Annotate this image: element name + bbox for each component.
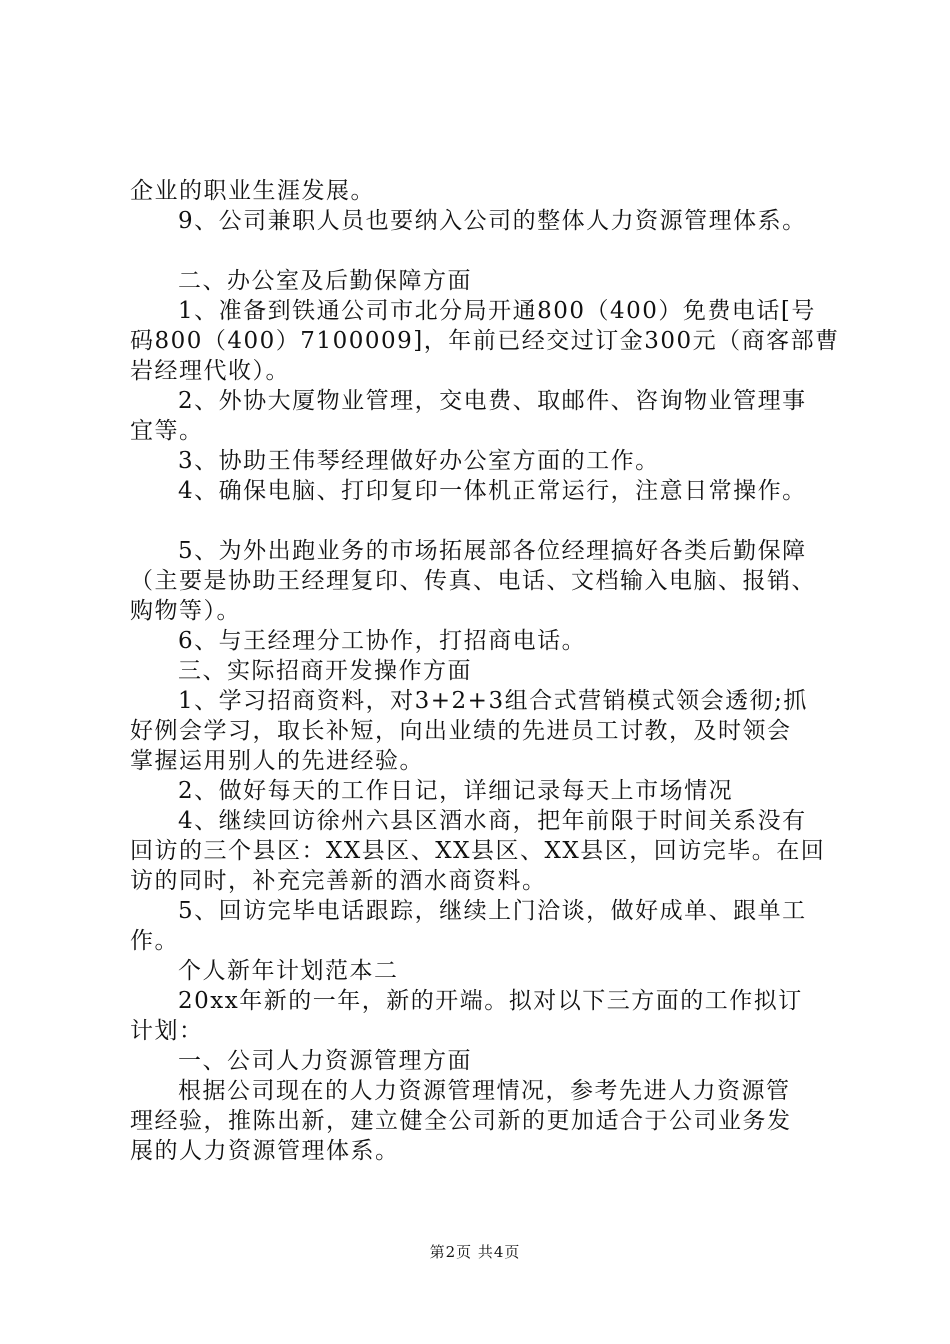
text-line: （主要是协助王经理复印、传真、电话、文档输入电脑、报销、	[130, 568, 816, 594]
blank-line	[130, 506, 830, 536]
text-line: 20xx年新的一年，新的开端。拟对以下三方面的工作拟订	[178, 988, 803, 1014]
text-line: 好例会学习，取长补短，向出业绩的先进员工讨教，及时领会	[130, 718, 792, 744]
section-heading: 个人新年计划范本二	[178, 958, 399, 984]
text-line: 2、外协大厦物业管理，交电费、取邮件、咨询物业管理事	[178, 388, 807, 414]
text-line: 理经验，推陈出新，建立健全公司新的更加适合于公司业务发	[130, 1108, 792, 1134]
text-line: 5、回访完毕电话跟踪，继续上门洽谈，做好成单、跟单工	[178, 898, 807, 924]
text-line: 展的人力资源管理体系。	[130, 1138, 400, 1164]
section-heading: 三、实际招商开发操作方面	[178, 658, 472, 684]
document-body	[130, 176, 840, 1166]
text-line: 访的同时，补充完善新的酒水商资料。	[130, 868, 547, 894]
text-line: 4、确保电脑、打印复印一体机正常运行，注意日常操作。	[178, 478, 807, 504]
text-line: 回访的三个县区：XX县区、XX县区、XX县区，回访完毕。在回	[130, 838, 826, 864]
text-line: 6、与王经理分工协作，打招商电话。	[178, 628, 587, 654]
text-line: 岩经理代收）。	[130, 358, 290, 384]
text-line: 企业的职业生涯发展。	[130, 178, 375, 204]
text-line: 4、继续回访徐州六县区酒水商，把年前限于时间关系没有	[178, 808, 807, 834]
blank-line	[130, 236, 830, 266]
text-line: 计划：	[130, 1018, 204, 1044]
page-number-footer: 第2页 共4页	[429, 1243, 521, 1261]
text-line: 5、为外出跑业务的市场拓展部各位经理搞好各类后勤保障	[178, 538, 807, 564]
section-heading: 一、公司人力资源管理方面	[178, 1048, 472, 1074]
text-line: 9、公司兼职人员也要纳入公司的整体人力资源管理体系。	[178, 208, 807, 234]
text-line: 1、准备到铁通公司市北分局开通800（400）免费电话[号	[178, 298, 816, 324]
text-line: 购物等）。	[130, 598, 241, 624]
text-line: 3、协助王伟琴经理做好办公室方面的工作。	[178, 448, 660, 474]
text-line: 宜等。	[130, 418, 204, 444]
text-line: 2、做好每天的工作日记，详细记录每天上市场情况	[178, 778, 734, 804]
text-line: 掌握运用别人的先进经验。	[130, 748, 424, 774]
text-line: 作。	[130, 928, 179, 954]
text-line: 1、学习招商资料，对3+2+3组合式营销模式领会透彻;抓	[178, 688, 808, 714]
section-heading: 二、办公室及后勤保障方面	[178, 268, 472, 294]
text-line: 码800（400）7100009]，年前已经交过订金300元（商客部曹	[130, 328, 840, 354]
text-line: 根据公司现在的人力资源管理情况，参考先进人力资源管	[178, 1078, 791, 1104]
